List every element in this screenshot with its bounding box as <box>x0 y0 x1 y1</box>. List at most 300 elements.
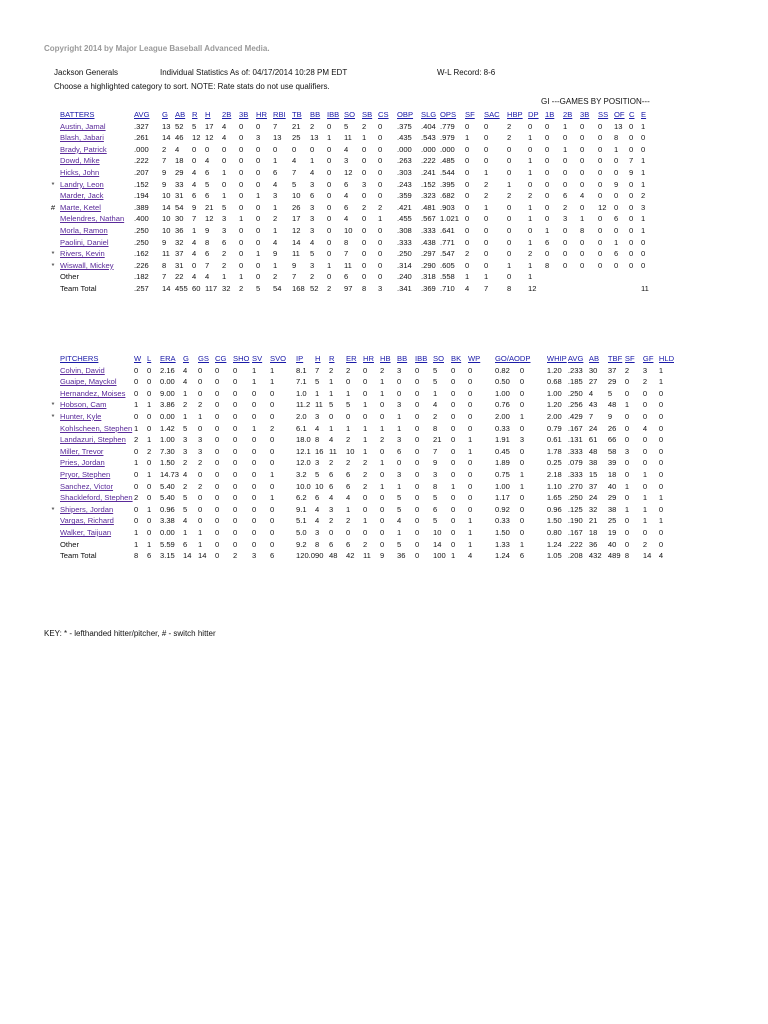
sort-header-tb[interactable]: TB <box>292 110 302 119</box>
stat-cell-sho: 0 <box>233 516 238 526</box>
stat-cell-hbp: 0 <box>507 225 512 235</box>
sort-header-gs[interactable]: GS <box>198 354 209 363</box>
stat-cell-rbi: 4 <box>273 237 278 247</box>
stat-cell-avg: .079 <box>567 458 583 468</box>
player-link[interactable]: Brady, Patrick <box>60 144 107 154</box>
stat-cell-bb: 0 <box>397 388 402 398</box>
sort-header-sac[interactable]: SAC <box>484 110 500 119</box>
stat-cell-c: 0 <box>629 202 634 212</box>
stat-cell-so: 12 <box>344 167 353 177</box>
stat-cell-r: 5 <box>192 121 197 131</box>
stat-cell-er: 42 <box>346 551 355 561</box>
stat-cell-1b: 1 <box>545 225 550 235</box>
stat-cell-hr: 1 <box>363 423 368 433</box>
stat-cell-ip: 8.1 <box>296 365 307 375</box>
stat-cell-tbf: 66 <box>607 435 617 445</box>
stat-cell-hld: 1 <box>658 365 664 375</box>
stat-cell-bb: 3 <box>310 179 315 189</box>
stat-cell-sb: 8 <box>362 283 367 293</box>
stat-cell-sac: 1 <box>484 272 489 282</box>
stat-cell-dp: 6 <box>519 551 525 561</box>
sort-header-3b[interactable]: 3B <box>580 110 590 119</box>
stat-cell-era: 9.00 <box>160 388 175 398</box>
stat-cell-cs: 0 <box>378 144 383 154</box>
player-link[interactable]: Miller, Trevor <box>60 446 104 456</box>
stat-cell-obp: .435 <box>397 133 412 143</box>
stat-cell-l: 0 <box>147 365 152 375</box>
handedness-mark <box>46 527 60 539</box>
player-row <box>46 121 649 133</box>
stat-cell-sac: 0 <box>484 121 489 131</box>
handedness-mark <box>46 446 60 458</box>
stat-cell-2b: 0 <box>563 260 568 270</box>
sort-header-c[interactable]: C <box>629 110 635 119</box>
sort-header-ibb[interactable]: IBB <box>327 110 340 119</box>
stat-cell-hbp: 0 <box>507 144 512 154</box>
stat-cell-sac: 2 <box>484 191 489 201</box>
stat-cell-ibb: 0 <box>415 469 420 479</box>
stat-cell-ss: 0 <box>598 167 603 177</box>
stat-cell-hb: 2 <box>380 365 385 375</box>
stat-cell-ibb: 0 <box>415 527 420 537</box>
stat-cell-sv: 0 <box>252 435 257 445</box>
stat-cell-dp: 0 <box>519 377 525 387</box>
stat-cell-ss: 0 <box>598 179 603 189</box>
sort-header-r[interactable]: R <box>329 354 335 363</box>
stat-cell-cg: 0 <box>215 469 220 479</box>
stat-cell-rbi: 1 <box>273 202 278 212</box>
player-row <box>46 132 649 144</box>
player-name-cell <box>60 376 134 388</box>
stat-cell-bb: 1 <box>310 156 315 166</box>
sort-header-dp[interactable]: DP <box>519 354 531 363</box>
stat-cell-tb: 9 <box>292 260 297 270</box>
stat-cell-h: 10 <box>315 481 324 491</box>
stat-cell-cg: 0 <box>215 423 220 433</box>
stat-cell-hbp: 0 <box>507 249 512 259</box>
sort-header-era[interactable]: ERA <box>160 354 176 363</box>
sort-header-bb[interactable]: BB <box>397 354 408 363</box>
stat-cell-dp: 0 <box>519 365 525 375</box>
stat-cell-bb: 5 <box>397 539 402 549</box>
stat-cell-dp: 1 <box>528 237 533 247</box>
stat-cell-era: 7.30 <box>160 446 175 456</box>
stat-cell-svo: 0 <box>270 400 275 410</box>
sort-header-hbp[interactable]: HBP <box>507 110 523 119</box>
stat-cell-bk: 0 <box>451 516 456 526</box>
player-link[interactable]: Hicks, John <box>60 167 100 177</box>
stat-cell-sf: 0 <box>465 260 470 270</box>
stat-cell-er: 6 <box>346 469 351 479</box>
stat-cell-sf: 0 <box>465 202 470 212</box>
stat-cell-hr: 1 <box>363 446 368 456</box>
sort-header-r[interactable]: R <box>192 110 198 119</box>
sort-header-cs[interactable]: CS <box>378 110 389 119</box>
handedness-mark <box>46 492 60 504</box>
stat-cell-ab: 38 <box>588 458 598 468</box>
stat-cell-sf: 0 <box>465 179 470 189</box>
stat-cell-r: 48 <box>329 551 338 561</box>
stat-cell-bb: 1 <box>397 423 402 433</box>
stat-cell-1b: 0 <box>545 214 550 224</box>
sort-header-rbi[interactable]: RBI <box>273 110 286 119</box>
stat-cell-bb: 6 <box>310 191 315 201</box>
stat-cell-r: 6 <box>329 481 334 491</box>
stat-cell-bb: 5 <box>310 249 315 259</box>
stat-cell-avg: .222 <box>134 156 149 166</box>
player-link[interactable]: Hernandez, Moises <box>60 388 126 398</box>
stat-cell-hbp: 2 <box>507 191 512 201</box>
stat-cell-svo: 0 <box>270 539 275 549</box>
sort-header-w[interactable]: W <box>134 354 142 363</box>
stat-cell-tb: 11 <box>292 249 300 259</box>
sort-header-3b[interactable]: 3B <box>239 110 249 119</box>
stat-cell-ss: 0 <box>598 249 603 259</box>
stat-cell-hr: 0 <box>256 237 261 247</box>
stat-cell-l: 1 <box>147 504 152 514</box>
sort-header-hb[interactable]: HB <box>380 354 391 363</box>
stat-cell-gf: 0 <box>642 527 648 537</box>
sort-header-tbf[interactable]: TBF <box>607 354 623 363</box>
sort-header-batters[interactable]: BATTERS <box>60 110 95 119</box>
stat-cell-so: 5 <box>433 493 438 503</box>
player-link[interactable]: Dowd, Mike <box>60 156 100 166</box>
stat-cell-slg: .404 <box>421 121 436 131</box>
sort-header-2b[interactable]: 2B <box>222 110 232 119</box>
handedness-mark <box>46 481 60 493</box>
stat-cell-ibb: 0 <box>327 179 332 189</box>
stat-cell-dp: 1 <box>519 481 525 491</box>
stat-cell-3b: 0 <box>239 202 244 212</box>
stat-cell-wp: 0 <box>468 504 473 514</box>
sort-header-so[interactable]: SO <box>433 354 444 363</box>
stat-cell-h: 4 <box>205 156 210 166</box>
player-link[interactable]: Hobson, Cam <box>60 400 107 410</box>
player-link[interactable]: Morla, Ramon <box>60 225 108 235</box>
sort-header-2b[interactable]: 2B <box>563 110 573 119</box>
player-link[interactable]: Landry, Leon <box>60 179 104 189</box>
player-link[interactable]: Austin, Jamal <box>60 121 106 131</box>
stat-cell-3b: 0 <box>239 249 244 259</box>
stat-cell-ops: .903 <box>440 202 455 212</box>
handedness-mark: * <box>51 411 55 421</box>
stat-cell-2b: 0 <box>563 133 568 143</box>
stat-cell-bk: 0 <box>451 493 456 503</box>
stat-cell-hb: 1 <box>380 423 385 433</box>
player-link[interactable]: Rivers, Kevin <box>60 249 105 259</box>
player-link[interactable]: Colvin, David <box>60 365 105 375</box>
sort-header-ibb[interactable]: IBB <box>415 354 428 363</box>
stat-cell-cs: 0 <box>378 237 383 247</box>
sort-header-bk[interactable]: BK <box>451 354 462 363</box>
stat-cell-tb: 25 <box>292 133 301 143</box>
stat-cell-hld: 0 <box>658 469 664 479</box>
stat-cell-hld: 0 <box>658 539 664 549</box>
stat-cell-gs: 1 <box>198 539 203 549</box>
team-total-row <box>46 283 649 295</box>
stat-cell-ab: 36 <box>588 539 598 549</box>
stat-cell-go-ao: 1.17 <box>495 493 510 503</box>
stat-cell-sf: 0 <box>465 237 470 247</box>
player-link[interactable]: Guaipe, Mayckol <box>60 377 117 387</box>
stat-cell-obp: .421 <box>397 202 412 212</box>
stat-cell-obp: .333 <box>397 237 412 247</box>
sort-header-hld[interactable]: HLD <box>658 354 675 363</box>
stat-cell-gs: 3 <box>198 446 203 456</box>
stat-cell-hb: 0 <box>380 527 385 537</box>
stat-cell-ibb: 1 <box>327 133 332 143</box>
stat-cell-ab: 18 <box>588 527 598 537</box>
stat-cell-tbf: 39 <box>607 458 617 468</box>
stat-cell-bk: 0 <box>451 423 456 433</box>
stat-cell-c: 9 <box>629 167 634 177</box>
sort-header-sf[interactable]: SF <box>465 110 475 119</box>
stat-cell-avg: .270 <box>567 481 583 491</box>
stat-cell-cs: 2 <box>378 202 383 212</box>
sort-header-ab[interactable]: AB <box>175 110 186 119</box>
player-link[interactable]: Shackleford, Stephen <box>60 493 133 503</box>
sort-header-of[interactable]: OF <box>614 110 625 119</box>
stat-cell-avg: .333 <box>567 446 583 456</box>
stat-cell-e: 1 <box>641 225 646 235</box>
stat-cell-sac: 1 <box>484 202 489 212</box>
stat-cell-avg: .261 <box>134 133 149 143</box>
sort-header-sv[interactable]: SV <box>252 354 263 363</box>
stat-cell-w: 2 <box>134 493 139 503</box>
sort-header-bb[interactable]: BB <box>310 110 321 119</box>
sort-header-er[interactable]: ER <box>346 354 357 363</box>
stat-cell-sf: 0 <box>465 144 470 154</box>
stat-cell-ip: 9.2 <box>296 539 307 549</box>
stat-cell-e: 2 <box>641 191 646 201</box>
stat-cell-e: 1 <box>641 156 646 166</box>
player-link[interactable]: Landazuri, Stephen <box>60 435 126 445</box>
stat-cell-h: 12 <box>205 214 214 224</box>
stat-cell-so: 11 <box>344 260 352 270</box>
stat-cell-er: 0 <box>346 377 351 387</box>
player-row <box>46 167 649 179</box>
stat-cell-ibb: 0 <box>415 435 420 445</box>
stat-cell-avg: .125 <box>567 504 583 514</box>
stat-cell-r: 1 <box>329 388 334 398</box>
stat-cell-h: 16 <box>315 446 324 456</box>
stat-cell-so: 5 <box>344 121 349 131</box>
sort-header-ip[interactable]: IP <box>296 354 304 363</box>
stat-cell-3b: 0 <box>580 260 585 270</box>
stat-cell-hld: 0 <box>658 481 664 491</box>
handedness-mark <box>46 550 60 562</box>
stat-cell-hr: 2 <box>363 539 368 549</box>
player-link[interactable]: Sanchez, Victor <box>60 481 114 491</box>
stat-cell-era: 0.00 <box>160 527 175 537</box>
stat-cell-wp: 0 <box>468 411 473 421</box>
sort-header-dp[interactable]: DP <box>528 110 539 119</box>
stat-cell-h: 7 <box>315 365 320 375</box>
stat-cell-sv: 0 <box>252 400 257 410</box>
stat-cell-ab: 33 <box>175 179 184 189</box>
stat-cell-hr: 1 <box>256 191 261 201</box>
player-link[interactable]: Hunter, Kyle <box>60 411 102 421</box>
stat-cell-w: 0 <box>134 365 139 375</box>
player-link[interactable]: Marte, Ketel <box>60 202 101 212</box>
stat-cell-1b: 6 <box>545 237 550 247</box>
stat-cell-2b: 0 <box>222 179 227 189</box>
stat-cell-h: 8 <box>315 539 320 549</box>
sort-header-ops[interactable]: OPS <box>440 110 457 119</box>
handedness-mark <box>46 457 60 469</box>
player-link[interactable]: Marder, Jack <box>60 191 104 201</box>
player-link[interactable]: Walker, Taijuan <box>60 527 112 537</box>
sort-header-sb[interactable]: SB <box>362 110 373 119</box>
sort-header-ss[interactable]: SS <box>598 110 609 119</box>
stat-cell-era: 3.86 <box>160 400 175 410</box>
sort-header-h[interactable]: H <box>315 354 321 363</box>
handedness-mark <box>46 121 60 133</box>
player-link[interactable]: Wiswall, Mickey <box>60 260 114 270</box>
stat-cell-bb: 3 <box>397 400 402 410</box>
stat-cell-sho: 0 <box>233 481 238 491</box>
stat-cell-w: 0 <box>134 377 139 387</box>
stat-cell-e: 0 <box>641 260 646 270</box>
stat-cell-1b: 0 <box>545 167 550 177</box>
player-link[interactable]: Pryor, Stephen <box>60 469 111 479</box>
stat-cell-c <box>629 283 641 295</box>
stat-cell-dp: 1 <box>519 469 525 479</box>
stat-cell-sv: 0 <box>252 539 257 549</box>
sort-header-cg[interactable]: CG <box>215 354 227 363</box>
stat-cell-tbf: 40 <box>607 539 617 549</box>
stat-cell-hld: 0 <box>658 423 664 433</box>
stat-cell-e: 0 <box>641 144 646 154</box>
stat-cell-so: 1 <box>433 388 438 398</box>
player-link[interactable]: Vargas, Richard <box>60 516 114 526</box>
player-link[interactable]: Paolini, Daniel <box>60 237 109 247</box>
sort-header-g[interactable]: G <box>162 110 168 119</box>
sort-header-l[interactable]: L <box>147 354 152 363</box>
stat-cell-hb: 9 <box>380 551 385 561</box>
sort-header-go-ao[interactable]: GO/AO <box>495 354 520 363</box>
sort-header-avg[interactable]: AVG <box>567 354 584 363</box>
stat-cell-l: 0 <box>147 377 152 387</box>
sort-header-1b[interactable]: 1B <box>545 110 555 119</box>
sort-header-gf[interactable]: GF <box>642 354 654 363</box>
sort-header-e[interactable]: E <box>641 110 647 119</box>
sort-header-ab[interactable]: AB <box>588 354 600 363</box>
stat-cell-hld: 0 <box>658 458 664 468</box>
stat-cell-slg: .481 <box>421 202 436 212</box>
stat-cell-sv: 0 <box>252 446 257 456</box>
player-row <box>46 365 674 377</box>
stat-cell-ibb: 0 <box>415 516 420 526</box>
stat-cell-ss: 0 <box>598 191 603 201</box>
stat-cell-hbp: 1 <box>507 260 512 270</box>
stat-cell-h: 5 <box>315 469 320 479</box>
stat-cell-dp: 0 <box>519 493 525 503</box>
stat-cell-cg: 0 <box>215 516 220 526</box>
sort-header-sho[interactable]: SHO <box>233 354 250 363</box>
stat-cell-c: 0 <box>629 179 634 189</box>
stat-cell-ip: 5.0 <box>296 527 307 537</box>
stat-cell-hr: 0 <box>363 388 368 398</box>
player-name-cell <box>60 144 134 156</box>
stat-cell-whip: 0.96 <box>546 504 562 514</box>
sort-header-g[interactable]: G <box>183 354 189 363</box>
stat-cell-era: 1.00 <box>160 435 175 445</box>
player-name-cell <box>60 434 134 446</box>
stat-cell-g: 2 <box>183 481 188 491</box>
sort-header-pitchers[interactable]: PITCHERS <box>60 354 99 363</box>
player-link[interactable]: Kohlscheen, Stephen <box>60 423 133 433</box>
sort-header-hr[interactable]: HR <box>256 110 267 119</box>
stat-cell-sf: 2 <box>465 249 470 259</box>
player-link[interactable]: Shipers, Jordan <box>60 504 114 514</box>
stat-cell-avg: .256 <box>567 400 583 410</box>
stat-cell-w: 2 <box>134 435 139 445</box>
stat-cell-g: 4 <box>183 469 188 479</box>
sort-header-whip[interactable]: WHIP <box>546 354 567 363</box>
stat-cell-w: 1 <box>134 400 139 410</box>
stat-cell-ibb: 0 <box>415 377 420 387</box>
stat-cell-hr: 0 <box>256 156 261 166</box>
stat-cell-cg: 0 <box>215 365 220 375</box>
sort-header-slg[interactable]: SLG <box>421 110 437 119</box>
stat-cell-2b: 6 <box>563 191 568 201</box>
sort-header-hr[interactable]: HR <box>363 354 374 363</box>
stat-cell-3b: 4 <box>580 191 585 201</box>
stat-cell-er: 6 <box>346 481 351 491</box>
sort-header-svo[interactable]: SVO <box>270 354 287 363</box>
stat-cell-svo: 1 <box>270 365 275 375</box>
stat-cell-tbf: 48 <box>607 400 617 410</box>
player-link[interactable]: Pries, Jordan <box>60 458 105 468</box>
stat-cell-l: 6 <box>147 551 152 561</box>
team-name: Jackson Generals <box>54 68 119 77</box>
sort-header-so[interactable]: SO <box>344 110 355 119</box>
stat-cell-bb: 0 <box>310 144 315 154</box>
player-row <box>46 190 649 202</box>
sort-header-obp[interactable]: OBP <box>397 110 414 119</box>
stat-cell-gf: 3 <box>642 365 648 375</box>
stat-cell-cs: 0 <box>378 179 383 189</box>
stat-cell-whip: 2.00 <box>546 411 562 421</box>
sort-header-sf[interactable]: SF <box>624 354 635 363</box>
player-link[interactable]: Blash, Jabari <box>60 133 104 143</box>
stat-cell-sv: 0 <box>252 527 257 537</box>
stat-cell-gf: 1 <box>642 504 648 514</box>
player-link[interactable]: Melendres, Nathan <box>60 214 125 224</box>
stat-cell-c: 0 <box>629 214 634 224</box>
stat-cell-of: 13 <box>614 121 623 131</box>
stat-cell-so: 100 <box>433 551 446 561</box>
sort-header-avg[interactable]: AVG <box>134 110 150 119</box>
stat-cell-bb: 1 <box>397 481 402 491</box>
stat-cell-go-ao: 0.45 <box>495 446 510 456</box>
sort-header-h[interactable]: H <box>205 110 211 119</box>
stat-cell-ops: .485 <box>440 156 455 166</box>
stat-cell-ip: 10.0 <box>296 481 311 491</box>
stat-cell-rbi: 1 <box>273 156 278 166</box>
stat-cell-sb: 3 <box>362 179 367 189</box>
stat-cell-er: 0 <box>346 527 351 537</box>
stat-cell-ab: 32 <box>175 237 184 247</box>
stat-cell-sf: 4 <box>465 283 470 293</box>
stat-cell-svo: 2 <box>270 423 275 433</box>
stat-cell-so: 8 <box>344 237 349 247</box>
stat-cell-obp: .250 <box>397 249 412 259</box>
stat-cell-bb: 2 <box>310 272 315 282</box>
stat-cell-sf: 0 <box>624 423 630 433</box>
sort-header-wp[interactable]: WP <box>468 354 481 363</box>
